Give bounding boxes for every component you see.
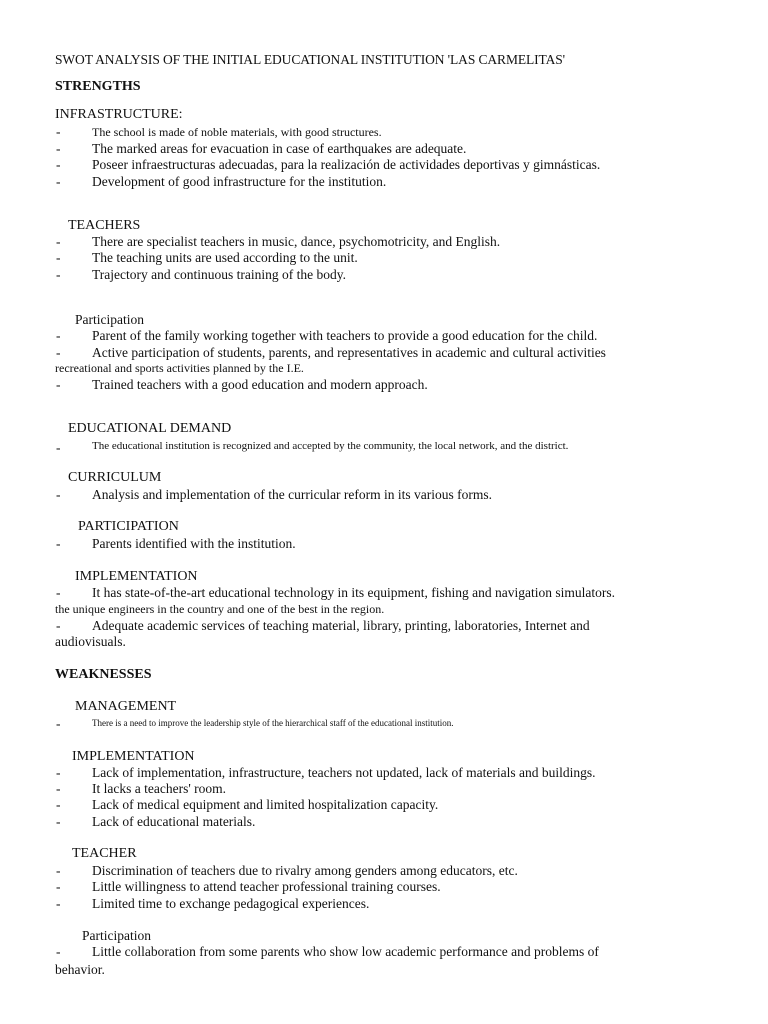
curriculum-heading: CURRICULUM [68,470,162,485]
list-item-continuation: recreational and sports activities planned by the I.E. [55,361,304,375]
bullet-dash: - [56,879,61,894]
list-item: Discrimination of teachers due to rivalry among genders among educators, etc. [92,863,518,878]
weaknesses-heading: WEAKNESSES [55,667,152,682]
list-item: Little collaboration from some parents who show low academic performance and problems of [92,944,599,959]
list-item-continuation: the unique engineers in the country and one of the best in the region. [55,602,385,616]
bullet-dash: - [56,250,61,265]
list-item: Lack of medical equipment and limited hospitalization capacity. [92,797,439,812]
management-heading: MANAGEMENT [75,699,177,714]
list-item: The educational institution is recognized and accepted by the community, the local network, and the district. [92,440,569,452]
bullet-dash: - [56,781,61,796]
list-item: It has state-of-the-art educational technology in its equipment, fishing and navigation simulators. [92,585,615,600]
implementation-heading-2: IMPLEMENTATION [72,749,195,764]
bullet-dash: - [56,765,61,780]
bullet-dash: - [56,157,61,172]
bullet-dash: - [56,267,61,282]
bullet-dash: - [56,440,61,455]
bullet-dash: - [56,618,61,633]
list-item: Analysis and implementation of the curricular reform in its various forms. [92,487,493,502]
list-item: Poseer infraestructuras adecuadas, para la realización de actividades deportivas y gimnásticas. [92,157,601,172]
educational-demand-heading: EDUCATIONAL DEMAND [68,421,232,436]
list-item: Lack of implementation, infrastructure, teachers not updated, lack of materials and buildings. [92,765,596,780]
participation-heading-2: PARTICIPATION [78,519,179,534]
list-item: Trajectory and continuous training of the body. [92,267,346,282]
bullet-dash: - [56,863,61,878]
bullet-dash: - [56,124,61,139]
infrastructure-heading: INFRASTRUCTURE: [55,107,183,122]
list-item: There are specialist teachers in music, dance, psychomotricity, and English. [92,234,501,249]
list-item: There is a need to improve the leadership style of the hierarchical staff of the educational institution. [92,718,454,728]
bullet-dash: - [56,716,61,731]
strengths-heading: STRENGTHS [55,79,141,94]
bullet-dash: - [56,944,61,959]
bullet-dash: - [56,345,61,360]
participation-heading: Participation [75,312,144,327]
list-item: Lack of educational materials. [92,814,256,829]
document-title: SWOT ANALYSIS OF THE INITIAL EDUCATIONAL INSTITUTION 'LAS CARMELITAS' [55,52,566,67]
bullet-dash: - [56,487,61,502]
bullet-dash: - [56,141,61,156]
bullet-dash: - [56,585,61,600]
bullet-dash: - [56,896,61,911]
list-item: Active participation of students, parents, and representatives in academic and cultural activities [92,345,606,360]
list-item: Limited time to exchange pedagogical experiences. [92,896,370,911]
list-item-continuation: behavior. [55,962,105,977]
bullet-dash: - [56,536,61,551]
list-item: The teaching units are used according to the unit. [92,250,358,265]
implementation-heading: IMPLEMENTATION [75,569,198,584]
teachers-heading: TEACHERS [68,218,141,233]
teacher-heading: TEACHER [72,846,137,861]
list-item: Development of good infrastructure for the institution. [92,174,387,189]
list-item: The school is made of noble materials, with good structures. [92,125,382,139]
bullet-dash: - [56,814,61,829]
bullet-dash: - [56,328,61,343]
list-item: Trained teachers with a good education and modern approach. [92,377,428,392]
list-item: Adequate academic services of teaching material, library, printing, laboratories, Internet and [92,618,590,633]
bullet-dash: - [56,234,61,249]
participation-heading-3: Participation [82,928,151,943]
list-item: Parents identified with the institution. [92,536,296,551]
list-item: It lacks a teachers' room. [92,781,226,796]
list-item: The marked areas for evacuation in case of earthquakes are adequate. [92,141,467,156]
list-item: Parent of the family working together with teachers to provide a good education for the child. [92,328,598,343]
bullet-dash: - [56,174,61,189]
bullet-dash: - [56,797,61,812]
list-item-continuation: audiovisuals. [55,634,126,649]
list-item: Little willingness to attend teacher professional training courses. [92,879,441,894]
bullet-dash: - [56,377,61,392]
